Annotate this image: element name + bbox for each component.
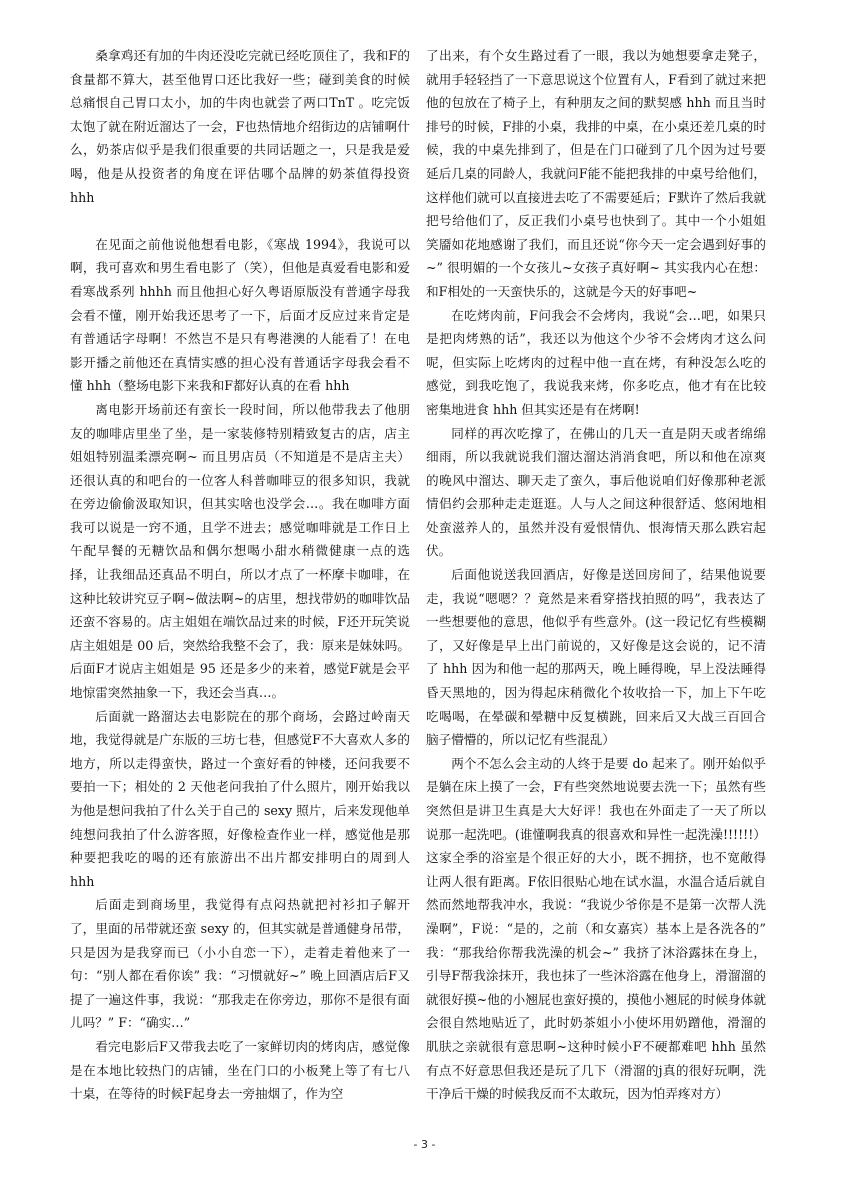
paragraph: 了出来，有个女生路过看了一眼，我以为她想要拿走凳子，就用手轻轻挡了一下意思说这个位置有人，F看到了就过来把他的包放在了椅子上，有种朋友之间的默契感 hhh 而且当时排号的时候，F排的小桌，我排的中桌，在小桌还差几桌的时候，我的中桌先排到了，但是在门口碰到了几个因为过号要延后几桌的同龄人，我就问F能不能把我排的中桌号给他们，这样他们就可以直接进去吃了不需要延后；F默许了然后我就把号给他们了，反正我们小桌号也快到了。其中一个小姐姐笑靥如花地感谢了我们，而且还说“你今天一定会遇到好事的~” 很明媚的一个女孩儿~女孩子真好啊~ 其实我内心在想：和F相处的一天蛮快乐的，这就是今天的好事吧~ — [426, 48, 766, 299]
paragraph: 桑拿鸡还有加的牛肉还没吃完就已经吃顶住了，我和F的食量都不算大，甚至他胃口还比我好一些；碰到美食的时候总痛恨自己胃口太小，加的牛肉也就尝了两口TnT 。吃完饭太饱了就在附近溜达了一会，F也热情地介绍街边的店铺啊什么，奶茶店似乎是我们很重要的共同话题之一，只是我是爱喝，他是从投资者的角度在评估哪个品牌的奶茶值得投资 hhh — [70, 48, 410, 205]
left-column — [70, 44, 410, 1106]
paragraph: 在见面之前他说他想看电影，《寒战 1994》，我说可以啊，我可喜欢和男生看电影了（笑），但他是真爱看电影和爱看寒战系列 hhhh 而且他担心好久粤语原版没有普通字母我会看不懂，刚开始我还思考了一下，后面才反应过来肯定是有普通话字母啊！不然岂不是只有粤港澳的人能看了！在电影开播之前他还在真情实感的担心没有普通话字母我会看不懂 hhh（整场电影下来我和F都好认真的在看 hhh — [70, 236, 410, 394]
paragraph: 看完电影后F又带我去吃了一家鲜切肉的烤肉店，感觉像是在本地比较热门的店铺，坐在门口的小板凳上等了有七八十桌，在等待的时候F起身去一旁抽烟了，作为空 — [70, 1038, 410, 1102]
paragraph: 后面就一路溜达去电影院在的那个商场，会路过岭南天地，我觉得就是广东版的三坊七巷，但感觉F不大喜欢人多的地方，所以走得蛮快，路过一个蛮好看的钟楼，还问我要不要拍一下；相处的 2 天他老问我拍了什么照片，刚开始我以为他是想问我拍了什么关于自己的 sexy 照片，后来发现他单纯想问我拍了什么游客照，好像检查作业一样，感觉他是那种要把我吃的喝的还有旅游出不出片都安排明白的周到人 hhh — [70, 708, 410, 889]
paragraph: 后面他说送我回酒店，好像是送回房间了，结果他说要走，我说“嗯嗯？？竟然是来看穿搭找拍照的吗”，我表达了一些想要他的意思，他似乎有些意外。(这一段记忆有些模糊了，又好像是早上出门前说的，又好像是这会说的，记不清了 hhh 因为和他一起的那两天，晚上睡得晚，早上没法睡得昏天黑地的，因为得起床稍微化个妆收拾一下，加上下午吃吃喝喝，在晕碳和晕糖中反复横跳，回来后又大战三百回合脑子懵懵的，所以记忆有些混乱） — [426, 567, 766, 748]
right-column — [426, 44, 766, 1106]
paragraph: 后面走到商场里，我觉得有点闷热就把衬衫扣子解开了，里面的吊带就还蛮 sexy 的，但其实就是普通健身吊带，只是因为是我穿而已（小小自恋一下），走着走着他来了一句：“别人都在看你诶” 我：“习惯就好~” 晚上回酒店后F又提了一遍这件事，我说：“那我走在你旁边，那你不是很有面儿吗？” F：“确实…” — [70, 897, 410, 1031]
paragraph: 同样的再次吃撑了，在佛山的几天一直是阴天或者绵绵细雨，所以我就说我们溜达溜达消消食吧，所以和他在凉爽的晚风中溜达、聊天走了蛮久，事后他说咱们好像那种老派情侣约会那种走走逛逛。人与人之间这种很舒适、悠闲地相处蛮滋养人的，虽然并没有爱恨情仇、恨海情天那么跌宕起伏。 — [426, 425, 766, 559]
paragraph: 两个不怎么会主动的人终于是要 do 起来了。刚开始似乎是躺在床上摸了一会，F有些突然地说要去洗一下；虽然有些突然但是讲卫生真是大大好评！我也在外面走了一天了所以说那一起洗吧。(谁懂啊我真的很喜欢和异性一起洗澡!!!!!!）这家全季的浴室是个很正好的大小，既不拥挤，也不宽敞得让两人很有距离。F依旧很贴心地在试水温，水温合适后就自然而然地帮我冲水，我说：“我说少爷你是不是第一次帮人洗澡啊”，F说：“是的，之前（和女嘉宾）基本上是各洗各的” 我：“那我给你帮我洗澡的机会~” 我挤了沐浴露抹在身上，引导F帮我涂抹开，我也抹了一些沐浴露在他身上，滑溜溜的就很好摸~他的小翘屁也蛮好摸的，摸他小翘屁的时候身体就会很自然地贴近了，此时奶茶姐小小使坏用奶蹭他，滑溜的肌肤之亲就很有意思啊~这种时候小F不硬都难吧 hhh 虽然有点不好意思但我还是玩了几下（滑溜的j真的很好玩啊，洗干净后干燥的时候我反而不太敢玩，因为怕弄疼对方） — [426, 755, 766, 1102]
page-number: - 3 - — [413, 1138, 436, 1151]
paragraph: 在吃烤肉前，F问我会不会烤肉，我说“会…吧，如果只是把肉烤熟的话”，我还以为他这个少爷不会烤肉才这么问呢，但实际上吃烤肉的过程中他一直在烤，有种没怎么吃的感觉，到我吃饱了，我说我来烤，你多吃点，他才有在比较密集地进食 hhh 但其实还是有在烤啊! — [426, 307, 766, 417]
paragraph: 离电影开场前还有蛮长一段时间，所以他带我去了他朋友的咖啡店里坐了坐，是一家装修特别精致复古的店，店主姐姐特别温柔漂亮啊~ 而且男店员（不知道是不是店主夫）还很认真的和吧台的一位客人科普咖啡豆的很多知识，我就在旁边偷偷汲取知识，但其实啥也没学会…。我在咖啡方面我可以说是一窍不通，且学不进去；感觉咖啡就是工作日上午配早餐的无糖饮品和偶尔想喝小甜水稍微健康一点的选择，让我细品还真品不明白，所以才点了一杯摩卡咖啡，在这种比较讲究豆子啊~做法啊~的店里，想找带奶的咖啡饮品还蛮不容易的。店主姐姐在端饮品过来的时候，F还开玩笑说店主姐姐是 00 后，突然给我整不会了，我：原来是妹妹吗。后面F才说店主姐姐是 95 还是多少的来着，感觉F就是会平地惊雷突然抽象一下，我还会当真…。 — [70, 401, 410, 701]
